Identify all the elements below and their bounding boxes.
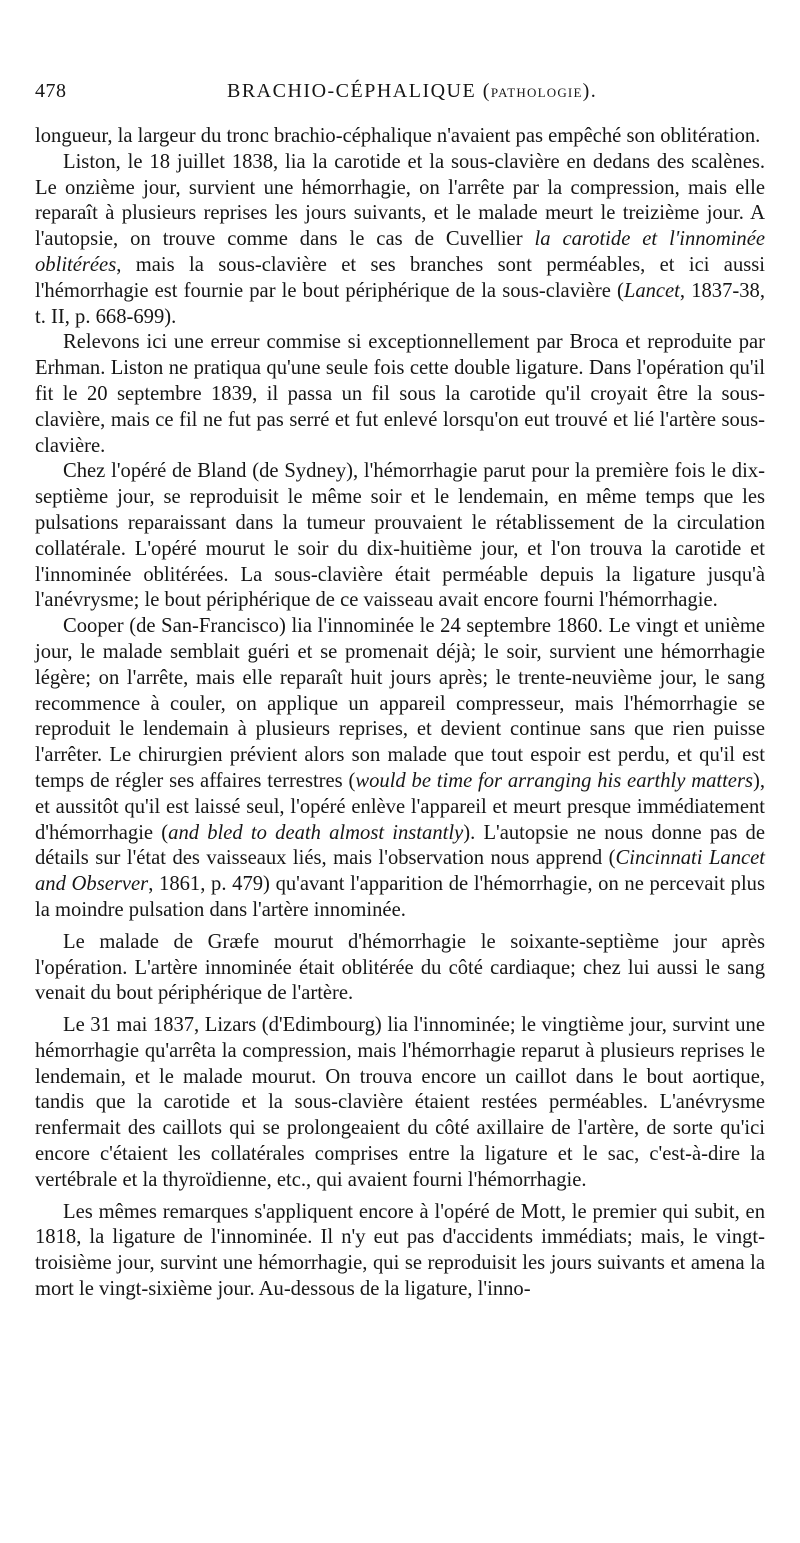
running-title bbox=[227, 80, 597, 103]
running-title-text: BRACHIO-CÉPHALIQUE bbox=[227, 80, 477, 102]
page-header bbox=[35, 80, 765, 110]
text-run: Chez l'opéré de Bland (de Sydney), l'hémorrhagie parut pour la première fois le dix-septième jour, se reproduisit le même soir et le lendemain, en même temps que les pulsations reparaissant dans la tumeur prouvaient le rétablissement de la circulation collatérale. L'opéré mourut le soir du dix-huitième jour, et l'on trouva la carotide et l'innominée oblitérées. La sous-clavière était perméable depuis la ligature jusqu'à l'anévrysme; le bout périphérique de ce vaisseau avait encore fourni l'hémorrhagie. bbox=[35, 460, 765, 612]
body-text bbox=[35, 124, 765, 1303]
paragraph bbox=[35, 1013, 765, 1194]
text-run: longueur, la largeur du tronc brachio-céphalique n'avaient pas empêché son oblitération. bbox=[35, 125, 761, 147]
text-run: , 1861, p. 479) qu'avant l'apparition de l'hémorrhagie, on ne percevait plus la moindre pulsation dans l'artère innominée. bbox=[35, 873, 765, 921]
section-close: ). bbox=[582, 80, 598, 102]
text-run: Le malade de Græfe mourut d'hémorrhagie le soixante-septième jour après l'opération. L'artère innominée était oblitérée du côté cardiaque; chez lui aussi le sang venait du bout périphérique de l'artère. bbox=[35, 930, 765, 1005]
paragraph bbox=[35, 1200, 765, 1303]
text-run: ). L'autopsie ne nous donne pas de détails sur l'état des vaisseaux liés, mais l'observation nous apprend ( bbox=[35, 821, 765, 870]
text-run: ), et aussitôt qu'il est laissé seul, l'opéré enlève l'appareil et meurt presque immédiatement d'hémorrhagie ( bbox=[35, 769, 765, 844]
paragraph bbox=[35, 614, 765, 924]
paragraph bbox=[35, 459, 765, 614]
text-run: , 1837-38, t. II, p. 668-699). bbox=[35, 279, 765, 328]
italic-text: and bled to death almost instantly bbox=[168, 821, 464, 844]
document-page bbox=[35, 80, 765, 1303]
paragraph bbox=[35, 124, 765, 150]
italic-text: Cincinnati Lancet and Observer bbox=[35, 847, 765, 896]
text-run: , mais la sous-clavière et ses branches sont perméables, et ici aussi l'hémorrhagie est fournie par le bout périphérique de la sous-clavière ( bbox=[35, 253, 765, 302]
italic-text: would be time for arranging his earthly matters bbox=[355, 769, 753, 792]
section-open: ( bbox=[482, 80, 491, 102]
text-run: Relevons ici une erreur commise si exceptionnellement par Broca et reproduite par Erhman. Liston ne pratiqua qu'une seule fois cette double ligature. Dans l'opération qu'il fit le 20 septembre 1839, il passa un fil sous la carotide qu'il croyait être la sous-clavière, mais ce fil ne fut pas serré et fut enlevé lorsqu'on eut trouvé et lié l'artère sous-clavière. bbox=[35, 331, 765, 457]
page-number: 478 bbox=[35, 80, 67, 102]
italic-text: Lancet bbox=[623, 279, 680, 302]
paragraph bbox=[35, 150, 765, 331]
text-run: Les mêmes remarques s'appliquent encore à l'opéré de Mott, le premier qui subit, en 1818, la ligature de l'innominée. Il n'y eut pas d'accidents immédiats; mais, le vingt-troisième jour, survint une hémorrhagie, qui se reproduisit les jours suivants et amena la mort le vingt-sixième jour. Au-dessous de la ligature, l'inno- bbox=[35, 1200, 765, 1301]
section-label: PATHOLOGIE bbox=[490, 85, 583, 100]
text-run: Liston, le 18 juillet 1838, lia la carotide et la sous-clavière en dedans des scalènes. Le onzième jour, survient une hémorrhagie, on l'arrête par la compression, mais elle reparaît à plusieurs reprises les jours suivants, et le malade meurt le treizième jour. A l'autopsie, on trouve comme dans le cas de Cuvellier bbox=[35, 150, 765, 251]
italic-text: la carotide et l'innominée oblitérées bbox=[35, 228, 766, 276]
paragraph bbox=[35, 930, 765, 1007]
text-run: Cooper (de San-Francisco) lia l'innominée le 24 septembre 1860. Le vingt et unième jour, le malade semblait guéri et se promenait déjà; le soir, survient une hémorrhagie légère; on l'arrête, mais elle reparaît huit jours après; le trente-neuvième jour, le sang recommence à couler, on applique un appareil compresseur, mais l'hémorrhagie se reproduit le lendemain à plusieurs reprises, et devient continue sans que rien puisse l'arrêter. Le chirurgien prévient alors son malade que tout espoir est perdu, et qu'il est temps de régler ses affaires terrestres ( bbox=[35, 615, 765, 792]
paragraph bbox=[35, 330, 765, 459]
text-run: Le 31 mai 1837, Lizars (d'Edimbourg) lia l'innominée; le vingtième jour, survint une hémorrhagie qu'arrêta la compression, mais l'hémorrhagie reparut à plusieurs reprises le lendemain, et le malade mourut. On trouva encore un caillot dans le bout aortique, tandis que la carotide et la sous-clavière étaient restées perméables. L'anévrysme renfermait des caillots qui se prolongeaient du côté axillaire de l'artère, de sorte qu'ici encore c'étaient les collatérales comprises entre la ligature et le sac, c'est-à-dire la vertébrale et la thyroïdienne, etc., qui avaient fourni l'hémorrhagie. bbox=[35, 1014, 765, 1191]
